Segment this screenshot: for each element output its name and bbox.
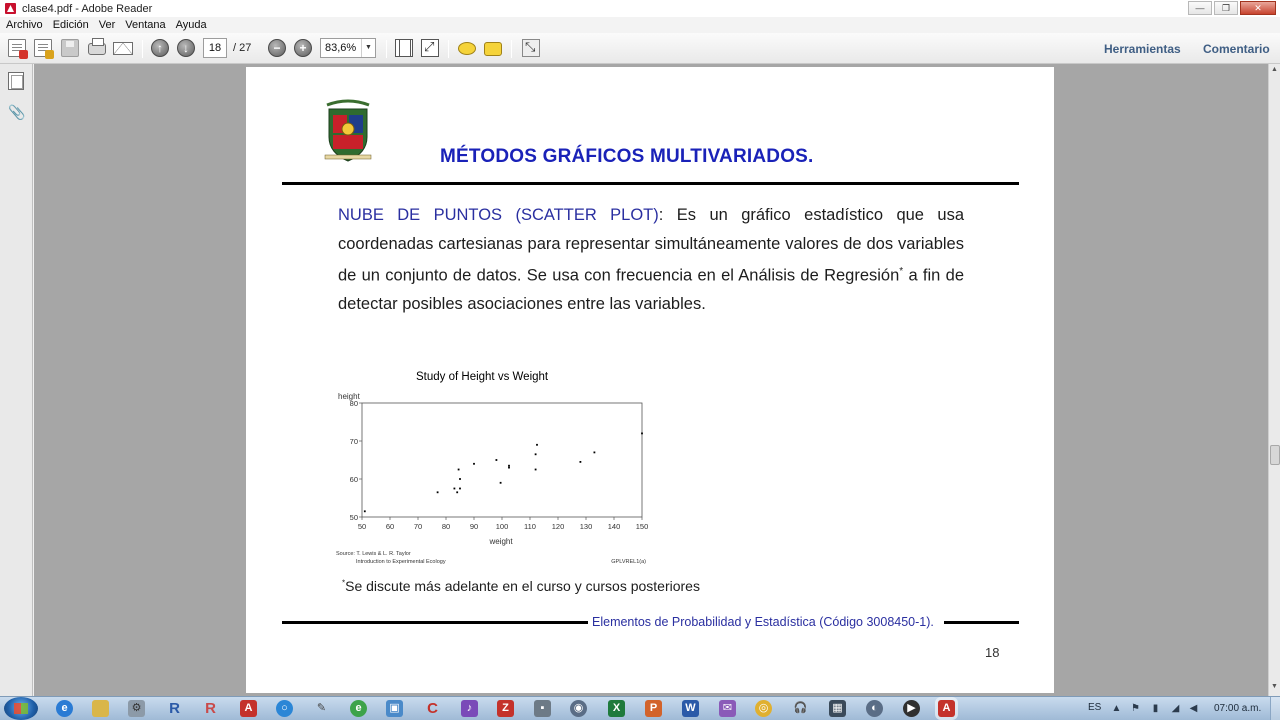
app-window-icon[interactable]: ▪ — [534, 700, 551, 717]
data-point — [500, 482, 502, 484]
adobe-reader-taskbar-icon[interactable]: A — [938, 700, 955, 717]
x-tick-label: 70 — [413, 522, 423, 531]
source-line-2: Introduction to Experimental Ecology — [356, 559, 446, 565]
excel-icon[interactable]: X — [608, 700, 625, 717]
chat-icon[interactable]: ✉ — [719, 700, 736, 717]
data-point — [496, 459, 498, 461]
settings-tool-icon[interactable]: ⚙ — [128, 700, 145, 717]
battery-icon[interactable]: ▮ — [1152, 703, 1159, 714]
menu-ventana[interactable]: Ventana — [125, 19, 166, 31]
y-tick-label: 70 — [349, 437, 358, 446]
data-point — [536, 444, 538, 446]
player-icon[interactable]: ▶ — [903, 700, 920, 717]
chrome-icon[interactable]: ◎ — [755, 700, 772, 717]
rstudio-icon[interactable]: R — [205, 700, 216, 717]
scatter-chart-svg — [336, 359, 666, 573]
term-highlight: NUBE DE PUNTOS (SCATTER PLOT) — [338, 206, 659, 224]
window-title: clase4.pdf - Adobe Reader — [22, 2, 153, 15]
chart-title: Study of Height vs Weight — [416, 371, 549, 383]
y-tick-label: 50 — [349, 513, 358, 522]
close-button[interactable]: ✕ — [1240, 1, 1276, 15]
minimize-button[interactable]: — — [1188, 1, 1212, 15]
disc-icon[interactable]: ◐ — [866, 700, 883, 717]
x-tick-label: 50 — [357, 522, 367, 531]
comment-pane-link[interactable]: Comentario — [1203, 42, 1270, 56]
data-point — [508, 465, 510, 467]
figure-code: GPLVREL1(a) — [611, 559, 646, 565]
taskbar — [0, 696, 1280, 720]
vertical-scrollbar[interactable] — [1268, 64, 1280, 696]
previous-page-icon[interactable]: ↑ — [151, 39, 169, 57]
data-point — [535, 469, 537, 471]
image-viewer-icon[interactable]: ▣ — [386, 700, 403, 717]
x-tick-label: 80 — [441, 522, 451, 531]
page-number-input[interactable]: 18 — [203, 38, 227, 58]
x-axis-label: weight — [489, 537, 513, 546]
data-point — [508, 467, 510, 469]
bottom-rule-right — [944, 621, 1019, 624]
footnote — [342, 578, 700, 594]
pdf-page — [246, 67, 1054, 693]
y-axis-label: height — [338, 392, 360, 401]
data-point — [594, 452, 596, 454]
body-text-part1: : Es un gráfico estadístico que usa coordenadas cartesianas para representar simultáneamente valores de dos variables de un conjunto de datos. Se usa con frecuencia en el Análisis de Regresión — [338, 206, 964, 285]
menu-ver[interactable]: Ver — [98, 19, 116, 31]
zoom-out-icon[interactable]: − — [268, 39, 286, 57]
grid-app-icon[interactable]: ▦ — [829, 700, 846, 717]
data-point — [458, 469, 460, 471]
fit-page-icon[interactable] — [395, 39, 413, 57]
footnote-reference: * — [899, 266, 904, 277]
adobe-reader-icon — [5, 3, 16, 14]
menu-bar — [0, 17, 1280, 33]
document-viewer[interactable] — [34, 64, 1268, 696]
scatter-chart — [336, 359, 666, 573]
sticky-note-icon[interactable] — [458, 42, 476, 55]
window-controls — [1188, 1, 1276, 15]
chevron-down-icon[interactable]: ▼ — [361, 39, 375, 57]
navigation-panel — [0, 64, 33, 696]
r-icon[interactable]: R — [169, 700, 180, 717]
footer-text: Elementos de Probabilidad y Estadística (Código 3008450-1). — [592, 615, 934, 629]
top-rule — [282, 182, 1019, 185]
save-icon[interactable] — [61, 39, 79, 57]
page-total: / 27 — [233, 42, 252, 54]
green-circle-icon[interactable]: e — [350, 700, 367, 717]
menu-edicion[interactable]: Edición — [52, 19, 89, 31]
data-point — [641, 433, 643, 435]
data-point — [473, 463, 475, 465]
filezilla-icon[interactable]: Z — [497, 700, 514, 717]
read-mode-icon[interactable] — [522, 39, 540, 57]
x-tick-label: 130 — [579, 522, 593, 531]
data-point — [459, 488, 461, 490]
footnote-mark: * — [342, 578, 346, 588]
footnote-text: Se discute más adelante en el curso y cursos posteriores — [345, 578, 700, 594]
menu-ayuda[interactable]: Ayuda — [175, 19, 207, 31]
data-point — [454, 488, 456, 490]
y-tick-label: 80 — [349, 399, 358, 408]
pen-tool-icon[interactable]: ✎ — [316, 702, 327, 714]
tools-pane-link[interactable]: Herramientas — [1104, 42, 1181, 56]
source-line-1: Source: T. Lewis & L. R. Taylor — [336, 551, 411, 557]
globe-icon[interactable]: ○ — [276, 700, 293, 717]
x-tick-label: 150 — [635, 522, 649, 531]
x-tick-label: 60 — [385, 522, 395, 531]
email-icon[interactable] — [113, 42, 133, 55]
word-icon[interactable]: W — [682, 700, 699, 717]
clock[interactable]: 07:00 a.m. — [1214, 703, 1262, 714]
page-title: MÉTODOS GRÁFICOS MULTIVARIADOS. — [440, 146, 814, 167]
page-thumbnails-icon[interactable] — [8, 72, 24, 90]
maximize-button[interactable]: ❐ — [1214, 1, 1238, 15]
bottom-rule-left — [282, 621, 588, 624]
highlight-icon[interactable] — [484, 42, 502, 56]
menu-archivo[interactable]: Archivo — [6, 19, 43, 31]
show-desktop-button[interactable] — [1270, 697, 1280, 720]
volume-icon[interactable]: ◀ — [1189, 703, 1198, 714]
university-crest-logo — [323, 99, 373, 163]
start-button[interactable] — [4, 697, 38, 720]
network-icon[interactable]: ◉ — [570, 700, 587, 717]
show-hidden-icons-icon[interactable]: ▲ — [1111, 703, 1122, 714]
print-icon[interactable] — [88, 43, 106, 55]
language-indicator[interactable]: ES — [1088, 702, 1102, 713]
x-tick-label: 120 — [551, 522, 565, 531]
red-c-icon[interactable]: C — [427, 700, 438, 717]
data-point — [437, 491, 439, 493]
flag-icon[interactable]: ⚑ — [1131, 703, 1140, 714]
scroll-down-icon[interactable]: ▼ — [1271, 683, 1278, 690]
zoom-select[interactable] — [320, 38, 376, 58]
fit-width-icon[interactable] — [421, 39, 439, 57]
attachments-icon[interactable] — [8, 104, 24, 122]
next-page-icon[interactable]: ↓ — [177, 39, 195, 57]
wifi-icon[interactable]: ◢ — [1171, 703, 1180, 714]
data-point — [456, 491, 458, 493]
scroll-thumb[interactable] — [1270, 445, 1280, 465]
x-tick-label: 140 — [607, 522, 621, 531]
pdf-reader-icon[interactable]: A — [240, 700, 257, 717]
x-tick-label: 110 — [524, 522, 536, 531]
y-tick-label: 60 — [349, 475, 358, 484]
data-point — [535, 453, 537, 455]
create-pdf-icon[interactable] — [8, 39, 26, 57]
powerpoint-icon[interactable]: P — [645, 700, 662, 717]
zoom-value: 83,6% — [325, 42, 357, 54]
internet-explorer-icon[interactable]: e — [56, 700, 73, 717]
open-file-icon[interactable] — [34, 39, 52, 57]
scroll-up-icon[interactable]: ▲ — [1271, 66, 1278, 73]
x-tick-label: 90 — [469, 522, 479, 531]
headphones-icon[interactable]: 🎧 — [793, 702, 808, 714]
body-paragraph — [338, 201, 964, 319]
data-point — [580, 461, 582, 463]
file-explorer-icon[interactable] — [92, 700, 109, 717]
data-point — [364, 510, 366, 512]
plot-frame — [362, 403, 642, 517]
media-icon[interactable]: ♪ — [461, 700, 478, 717]
x-tick-label: 100 — [495, 522, 509, 531]
data-point — [459, 478, 461, 480]
zoom-in-icon[interactable]: + — [294, 39, 312, 57]
toolbar — [0, 33, 1280, 64]
page-number: 18 — [985, 645, 1000, 660]
title-bar — [0, 0, 1280, 17]
body-text-part2: a fin de detectar posibles asociaciones entre las variables. — [338, 266, 964, 313]
